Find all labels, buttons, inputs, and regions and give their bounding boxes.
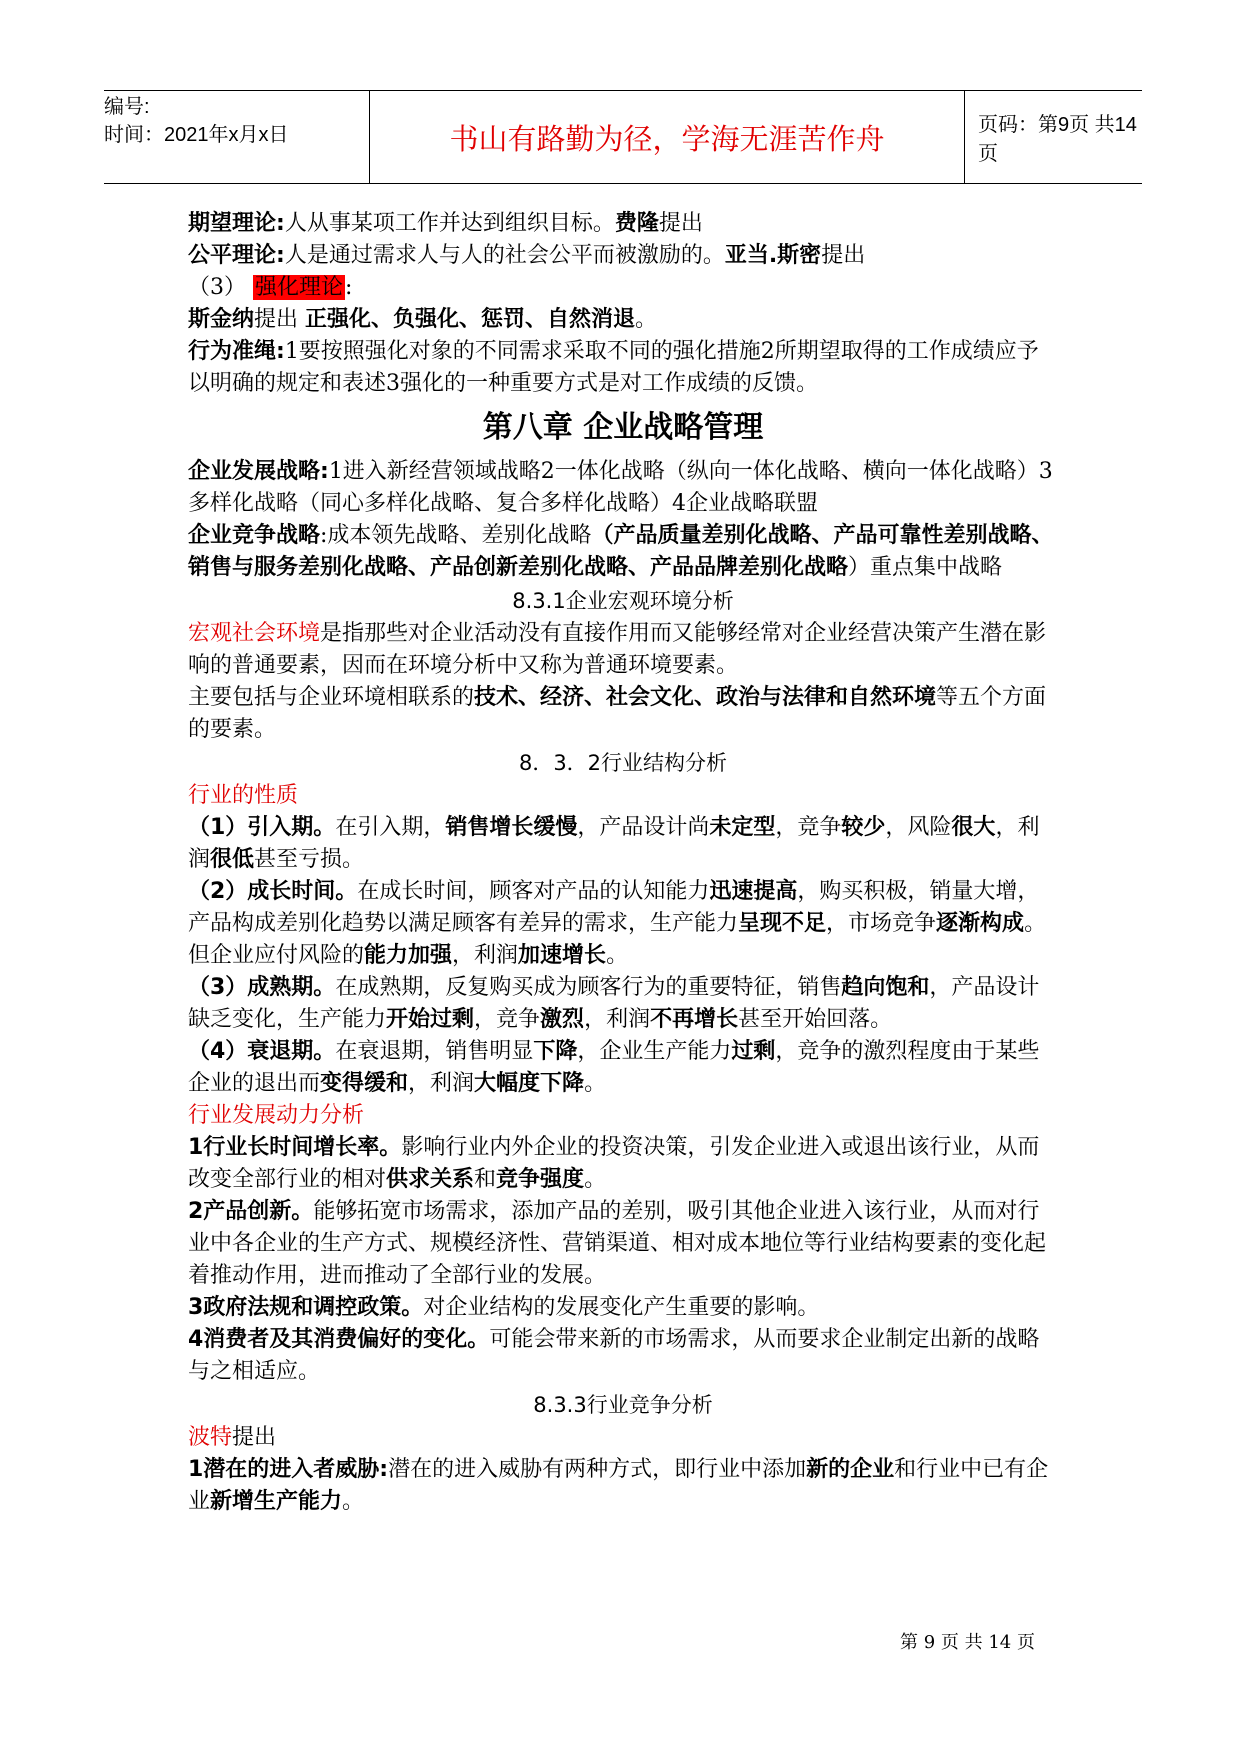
- paragraph: 1行业长时间增长率。影响行业内外企业的投资决策，引发企业进入或退出该行业，从而改变全部行业的相对供求关系和竞争强度。: [188, 1135, 1040, 1192]
- paragraph: 企业竞争战略:成本领先战略、差别化战略（产品质量差别化战略、产品可靠性差别战略、销售与服务差别化战略、产品创新差别化战略、产品品牌差别化战略）重点集中战略: [188, 523, 1054, 580]
- paragraph: 期望理论:人从事某项工作并达到组织目标。费隆提出: [188, 211, 703, 236]
- paragraph: （3）成熟期。在成熟期，反复购买成为顾客行为的重要特征，销售趋向饱和，产品设计缺乏变化，生产能力开始过剩，竞争激烈，利润不再增长甚至开始回落。: [188, 975, 1040, 1032]
- paragraph: 企业发展战略:1进入新经营领域战略2一体化战略（纵向一体化战略、横向一体化战略）3多样化战略（同心多样化战略、复合多样化战略）4企业战略联盟: [188, 459, 1053, 516]
- paragraph: 宏观社会环境是指那些对企业活动没有直接作用而又能够经常对企业经营决策产生潜在影响的普通要素，因而在环境分析中又称为普通环境要素。: [188, 621, 1047, 678]
- header-motto: 书山有路勤为径，学海无涯苦作舟: [370, 91, 965, 183]
- paragraph: 4消费者及其消费偏好的变化。可能会带来新的市场需求，从而要求企业制定出新的战略与之相适应。: [188, 1327, 1040, 1384]
- subheading: 行业发展动力分析: [188, 1103, 365, 1128]
- paragraph: （4）衰退期。在衰退期，销售明显下降，企业生产能力过剩，竞争的激烈程度由于某些企业的退出而变得缓和，利润大幅度下降。: [188, 1039, 1040, 1096]
- time-label: 时间：2021年x月x日: [104, 124, 289, 146]
- paragraph: 波特提出: [188, 1425, 277, 1450]
- paragraph: （2）成长时间。在成长时间，顾客对产品的认知能力迅速提高，购买积极，销量大增，产品构成差别化趋势以满足顾客有差异的需求，生产能力呈现不足，市场竞争逐渐构成。但企业应付风险的能力加强，利润加速增长。: [188, 879, 1047, 968]
- chapter-title: 第八章 企业战略管理: [482, 410, 764, 445]
- document-body: [188, 208, 1058, 1518]
- paragraph: 3政府法规和调控政策。对企业结构的发展变化产生重要的影响。: [188, 1295, 820, 1320]
- section-heading: 8．3．2行业结构分析: [518, 751, 728, 775]
- paragraph: 斯金纳提出 正强化、负强化、惩罚、自然消退。: [188, 307, 658, 332]
- section-heading: 8.3.1企业宏观环境分析: [512, 589, 734, 613]
- section-heading: 8.3.3行业竞争分析: [533, 1393, 713, 1417]
- serial-label: 编号:: [104, 96, 150, 118]
- paragraph: 主要包括与企业环境相联系的技术、经济、社会文化、政治与法律和自然环境等五个方面的要素。: [188, 685, 1047, 742]
- highlighted-term: 强化理论: [255, 275, 344, 300]
- subheading: 行业的性质: [188, 783, 299, 808]
- paragraph: 公平理论:人是通过需求人与人的社会公平而被激励的。亚当.斯密提出: [188, 243, 866, 268]
- paragraph: （3） 强化理论:: [188, 275, 353, 300]
- paragraph: 1潜在的进入者威胁:潜在的进入威胁有两种方式，即行业中添加新的企业和行业中已有企业新增生产能力。: [188, 1457, 1049, 1514]
- paragraph: 2产品创新。能够拓宽市场需求，添加产品的差别，吸引其他企业进入该行业，从而对行业中各企业的生产方式、规模经济性、营销渠道、相对成本地位等行业结构要素的变化起着推动作用，进而推动了全部行业的发展。: [188, 1199, 1047, 1288]
- paragraph: 行为准绳:1要按照强化对象的不同需求采取不同的强化措施2所期望取得的工作成绩应予以明确的规定和表述3强化的一种重要方式是对工作成绩的反馈。: [188, 339, 1039, 396]
- paragraph: （1）引入期。在引入期，销售增长缓慢，产品设计尚未定型，竞争较少，风险很大，利润很低甚至亏损。: [188, 815, 1040, 872]
- header-page-info: 页码：第9页 共14页: [978, 114, 1137, 165]
- header-meta: [104, 91, 370, 183]
- page-header: [104, 90, 1142, 184]
- page-footer: 第 9 页 共 14 页: [900, 1632, 1035, 1653]
